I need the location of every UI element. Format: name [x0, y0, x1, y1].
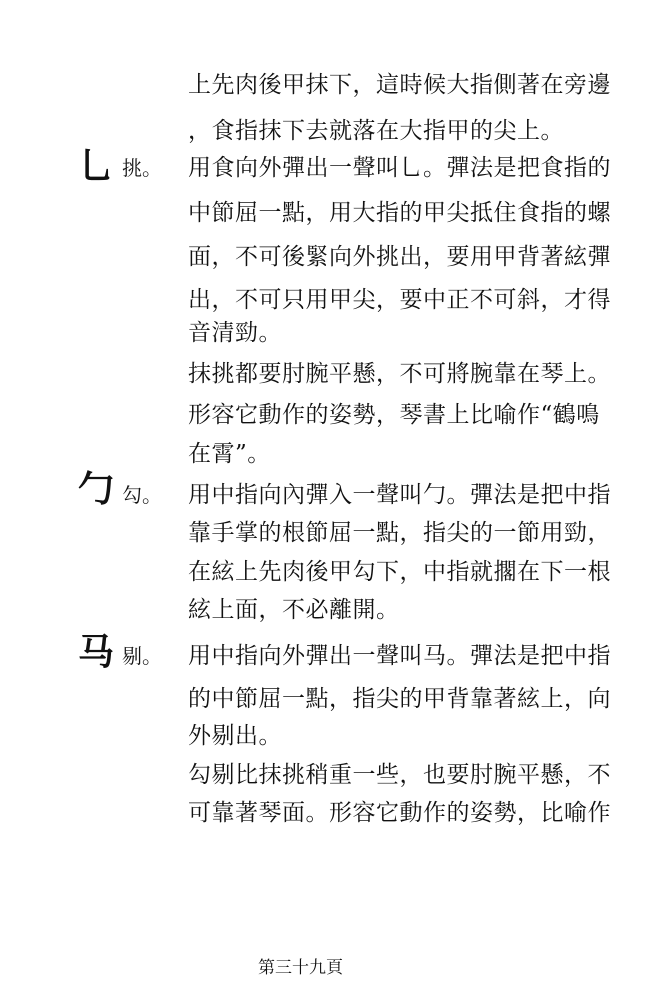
text-line: 外剔出。 — [188, 723, 282, 749]
text-line: 可靠著琴面。形容它動作的姿勢，比喻作 — [188, 800, 611, 826]
text-line: 在絃上先肉後甲勾下，中指就擱在下一根 — [188, 559, 611, 585]
text-line: 上先肉後甲抹下，這時候大指側著在旁邊 — [188, 72, 611, 98]
text-line: 用中指向內彈入一聲叫勹。彈法是把中指 — [188, 482, 611, 508]
text-line: 抹挑都要肘腕平懸，不可將腕靠在琴上。 — [188, 361, 611, 387]
ti-symbol-icon: 马 — [78, 632, 115, 673]
tiao-symbol-icon: 乚 — [78, 146, 115, 187]
text-line: 絃上面，不必離開。 — [188, 597, 400, 623]
text-line: 形容它動作的姿勢，琴書上比喻作“鶴鳴 — [188, 402, 600, 428]
page-number: 第三十九頁 — [258, 958, 343, 978]
text-line: 在霄”。 — [188, 441, 271, 467]
text-line: 中節屈一點，用大指的甲尖抵住食指的螺 — [188, 200, 611, 226]
text-line: 面，不可後緊向外挑出，要用甲背著絃彈 — [188, 244, 611, 270]
text-line: 勾剔比抹挑稍重一些，也要肘腕平懸，不 — [188, 762, 611, 788]
text-line: 靠手掌的根節屈一點，指尖的一節用勁， — [188, 520, 611, 546]
term-label-ti: 剔。 — [122, 644, 162, 668]
term-label-tiao: 挑。 — [122, 156, 162, 180]
gou-symbol-icon: 勹 — [78, 469, 115, 510]
text-line: 用食向外彈出一聲叫乚。彈法是把食指的 — [188, 155, 611, 181]
text-line: 用中指向外彈出一聲叫马。彈法是把中指 — [188, 643, 611, 669]
term-label-gou: 勾。 — [122, 483, 162, 507]
text-line: 的中節屈一點，指尖的甲背靠著絃上，向 — [188, 686, 611, 712]
text-line: ，食指抹下去就落在大指甲的尖上。 — [188, 118, 564, 144]
text-line: 出，不可只用甲尖，要中正不可斜，才得 — [188, 287, 611, 313]
text-line: 音清勁。 — [188, 320, 282, 346]
